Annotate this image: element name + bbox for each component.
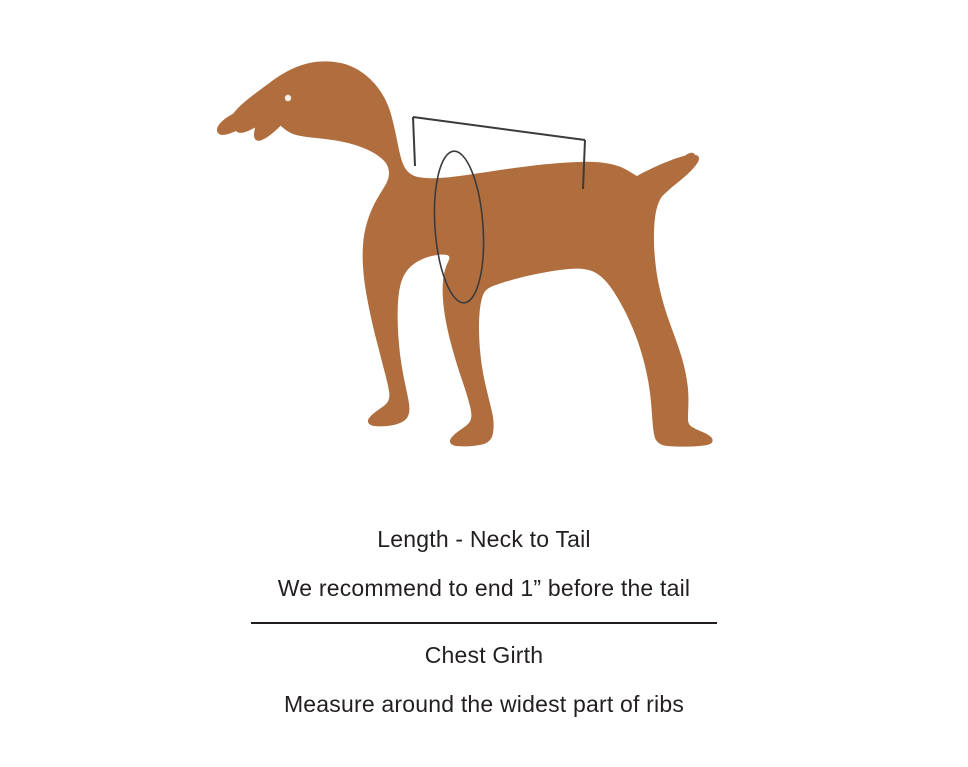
girth-title: Chest Girth xyxy=(424,642,544,668)
girth-note: Measure around the widest part of ribs xyxy=(283,691,685,717)
length-note: We recommend to end 1” before the tail xyxy=(277,575,691,601)
caption-divider xyxy=(251,622,717,624)
caption-block xyxy=(0,510,968,716)
dog-silhouette xyxy=(217,61,713,446)
length-title: Length - Neck to Tail xyxy=(377,526,591,552)
